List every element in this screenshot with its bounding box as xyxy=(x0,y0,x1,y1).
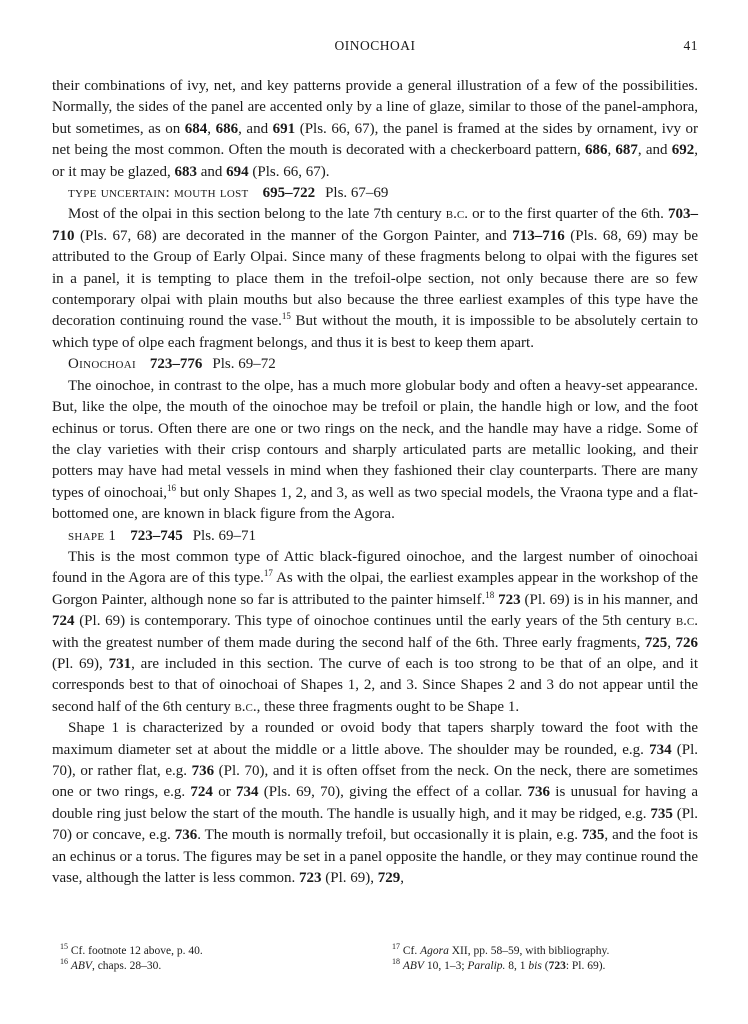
heading-oinochoai: Oinochoai 723–776 Pls. 69–72 xyxy=(68,356,276,373)
type-uncertain-paragraph: Most of the olpai in this section belong to the late 7th century b.c. or to the first quarter of the 6th. 703–710 (Pls. 67, 68) are decorated in the manner of the Gorgon Painter, and 713–716 (Pls. 68, 69) may be attributed to the Group of Early Olpai. Since many of these fragments belong to olpai with the figures set in a panel, it is tempting to place them in the trefoil-olpe section, not only because there are so few contemporary olpai with plain mouths but also because the three earliest examples of this type have the decoration continuing round the vase.$^{15}$ But without the mouth, it is impossible to be absolutely certain to which type of olpe each fragment belongs, and thus it is best to keep them apart. xyxy=(52,206,698,351)
footnote-ref-17: 17 xyxy=(263,568,273,579)
oinochoai-paragraph: The oinochoe, in contrast to the olpe, has a much more globular body and often a heavy-set appearance. But, like the olpe, the mouth of the oinochoe may be trefoil or plain, the handle high or low, and the foot echinus or torus. Often there are one or two rings on the neck, and the handle may have a ridge. Some of the clay varieties with their crisp contours and sharply articulated parts are metallic looking, and their potters may have had metal vessels in mind when they fashioned their clay counterparts. There are many types of oinochoai,$^{16}$ but only Shapes 1, 2, and 3, as well as two special models, the Vraona type and a flat-bottomed one, are known in black figure from the Agora. xyxy=(52,377,699,523)
footnote-18: $^{18}$ ABV 10, 1–3; Paralip. 8, 1 bis (723: Pl. 69). xyxy=(392,957,606,972)
shape1-paragraph-2: Shape 1 is characterized by a rounded or ovoid body that tapers sharply toward the foot with the maximum diameter set at about the middle or a little above. The shoulder may be rounded, e.g. 734 (Pl. 70), or rather flat, e.g. 736 (Pl. 70), and it is often offset from the neck. On the neck, there are sometimes one or two rings, e.g. 724 or 734 (Pls. 69, 70), giving the effect of a collar. 736 is unusual for having a double ring just below the start of the mouth. The handle is usually high, and it may be ridged, e.g. 735 (Pl. 70) or concave, e.g. 736. The mouth is normally trefoil, but occasionally it is plain, e.g. 735, and the foot is an echinus or a torus. The figures may be set in a panel opposite the handle, or they may continue round the vase, although the latter is less common. 723 (Pl. 69), 729, xyxy=(52,720,699,887)
page-number: 41 xyxy=(683,38,698,53)
shape1-paragraph-1: This is the most common type of Attic black-figured oinochoe, and the largest number of oinochoai found in the Agora are of this type.$^{17}$ As with the olpai, the earliest examples appear in the workshop of the Gorgon Painter, although none so far is attributed to the painter himself.$^{18}$ 723 (Pl. 69) is in his manner, and 724 (Pl. 69) is contemporary. This type of oinochoe continues until the early years of the 5th century b.c. with the greatest number of them made during the second half of the 6th. Three early fragments, 725, 726 (Pl. 69), 731, are included in this section. The curve of each is too strong to be that of an olpe, and it corresponds best to that of oinochoai of Shapes 1, 2, and 3. Since Shapes 2 and 3 do not appear until the second half of the 6th century b.c., these three fragments ought to be Shape 1. xyxy=(52,548,699,715)
body-text xyxy=(52,76,698,889)
footnote-17: $^{17}$ Cf. Agora XII, pp. 58–59, with bibliography. xyxy=(392,942,610,957)
intro-paragraph: their combinations of ivy, net, and key patterns provide a general illustration of a few of the possibilities. Normally, the sides of the panel are accented only by a line of glaze, similar to those of the panel-amphora, but sometimes, as on 684, 686, and 691 (Pls. 66, 67), the panel is framed at the sides by ornament, ivy or net being the most common. Often the mouth is decorated with a checkerboard pattern, 686, 687, and 692, or it may be glazed, 683 and 694 (Pls. 66, 67). xyxy=(52,78,698,180)
heading-type-uncertain: type uncertain: mouth lost 695–722 Pls. 67–69 xyxy=(68,185,389,202)
footnotes-left-column xyxy=(60,944,370,974)
footnote-16: $^{16}$ ABV, chaps. 28–30. xyxy=(60,957,162,972)
footnote-ref-15: 15 xyxy=(281,311,291,322)
running-title: OINOCHOAI xyxy=(334,38,416,53)
heading-shape-1: shape 1 723–745 Pls. 69–71 xyxy=(68,527,257,544)
footnote-ref-18: 18 xyxy=(485,589,495,600)
footnotes-right-column xyxy=(392,944,702,974)
running-head xyxy=(52,38,698,58)
footnote-ref-16: 16 xyxy=(167,482,177,493)
footnote-15: $^{15}$ Cf. footnote 12 above, p. 40. xyxy=(60,942,203,957)
